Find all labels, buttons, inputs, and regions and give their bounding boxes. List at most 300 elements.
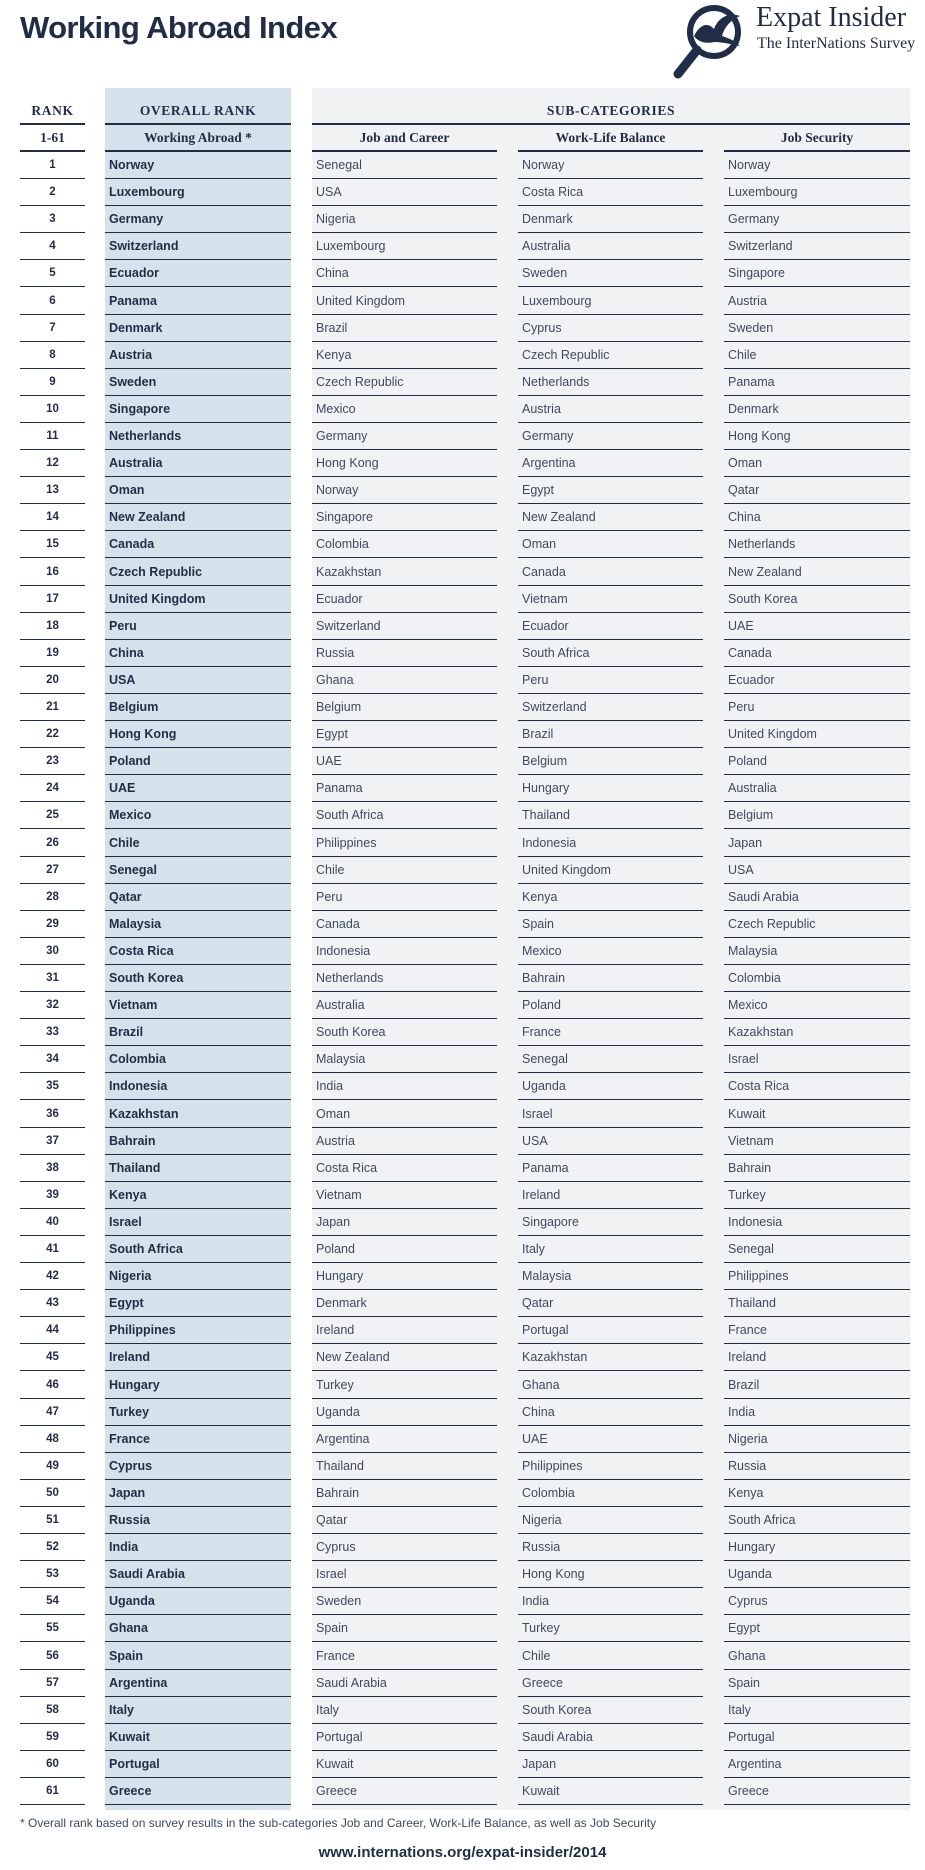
job-security-cell: Ghana bbox=[724, 1643, 910, 1670]
table-row bbox=[0, 640, 925, 667]
rank-cell: 28 bbox=[20, 884, 85, 911]
table-row bbox=[0, 315, 925, 342]
job-security-cell: South Africa bbox=[724, 1507, 910, 1534]
job-security-cell: Kazakhstan bbox=[724, 1019, 910, 1046]
rank-cell: 44 bbox=[20, 1317, 85, 1344]
table-row bbox=[0, 1534, 925, 1561]
rank-cell: 1 bbox=[20, 152, 85, 179]
job-career-cell: Thailand bbox=[312, 1453, 497, 1480]
rank-cell: 12 bbox=[20, 450, 85, 477]
work-life-balance-cell: Japan bbox=[518, 1751, 703, 1778]
work-life-balance-cell: Mexico bbox=[518, 938, 703, 965]
table-row bbox=[0, 586, 925, 613]
job-career-header: Job and Career bbox=[359, 130, 450, 145]
job-security-cell: Chile bbox=[724, 342, 910, 369]
job-security-cell: Germany bbox=[724, 206, 910, 233]
table-row bbox=[0, 1019, 925, 1046]
overall-rank-cell: Denmark bbox=[105, 315, 291, 342]
job-security-cell: Vietnam bbox=[724, 1128, 910, 1155]
overall-rank-cell: Vietnam bbox=[105, 992, 291, 1019]
overall-rank-cell: Australia bbox=[105, 450, 291, 477]
rank-cell: 42 bbox=[20, 1263, 85, 1290]
table-row bbox=[0, 450, 925, 477]
overall-rank-cell: South Africa bbox=[105, 1236, 291, 1263]
table-row bbox=[0, 775, 925, 802]
job-security-cell: Greece bbox=[724, 1778, 910, 1805]
rank-cell: 32 bbox=[20, 992, 85, 1019]
table-row bbox=[0, 857, 925, 884]
rank-cell: 40 bbox=[20, 1209, 85, 1236]
table-row bbox=[0, 1290, 925, 1317]
work-life-balance-cell: Oman bbox=[518, 531, 703, 558]
work-life-balance-cell: Switzerland bbox=[518, 694, 703, 721]
job-career-cell: Ecuador bbox=[312, 586, 497, 613]
job-security-cell: New Zealand bbox=[724, 559, 910, 586]
overall-rank-cell: Philippines bbox=[105, 1317, 291, 1344]
overall-rank-cell: Switzerland bbox=[105, 233, 291, 260]
table-row bbox=[0, 1209, 925, 1236]
table-row bbox=[0, 1236, 925, 1263]
overall-rank-cell: Brazil bbox=[105, 1019, 291, 1046]
job-career-cell: Qatar bbox=[312, 1507, 497, 1534]
job-career-cell: Philippines bbox=[312, 830, 497, 857]
overall-rank-cell: Chile bbox=[105, 830, 291, 857]
rank-cell: 17 bbox=[20, 586, 85, 613]
job-security-cell: Kuwait bbox=[724, 1101, 910, 1128]
table-row bbox=[0, 1480, 925, 1507]
table-row bbox=[0, 938, 925, 965]
job-security-cell: Philippines bbox=[724, 1263, 910, 1290]
work-life-balance-cell: United Kingdom bbox=[518, 857, 703, 884]
job-security-cell: Panama bbox=[724, 369, 910, 396]
rank-cell: 58 bbox=[20, 1697, 85, 1724]
overall-rank-cell: Singapore bbox=[105, 396, 291, 423]
overall-rank-cell: Netherlands bbox=[105, 423, 291, 450]
overall-rank-cell: Sweden bbox=[105, 369, 291, 396]
job-security-cell: Colombia bbox=[724, 965, 910, 992]
work-life-balance-cell: Kazakhstan bbox=[518, 1344, 703, 1371]
job-career-cell: Nigeria bbox=[312, 206, 497, 233]
work-life-balance-cell: Senegal bbox=[518, 1046, 703, 1073]
job-security-cell: Portugal bbox=[724, 1724, 910, 1751]
rank-cell: 10 bbox=[20, 396, 85, 423]
table-row bbox=[0, 1263, 925, 1290]
table-row bbox=[0, 1155, 925, 1182]
table-row bbox=[0, 1101, 925, 1128]
table-row bbox=[0, 1399, 925, 1426]
rank-cell: 11 bbox=[20, 423, 85, 450]
work-life-balance-cell: Saudi Arabia bbox=[518, 1724, 703, 1751]
table-row bbox=[0, 1615, 925, 1642]
work-life-balance-cell: Philippines bbox=[518, 1453, 703, 1480]
job-career-cell: Japan bbox=[312, 1209, 497, 1236]
job-career-cell: Germany bbox=[312, 423, 497, 450]
rank-cell: 57 bbox=[20, 1670, 85, 1697]
table-row bbox=[0, 1317, 925, 1344]
overall-rank-cell: Thailand bbox=[105, 1155, 291, 1182]
job-security-cell: China bbox=[724, 504, 910, 531]
table-row bbox=[0, 477, 925, 504]
job-security-cell: Singapore bbox=[724, 260, 910, 287]
table-row bbox=[0, 1724, 925, 1751]
table-row bbox=[0, 423, 925, 450]
rank-cell: 48 bbox=[20, 1426, 85, 1453]
job-career-cell: Ghana bbox=[312, 667, 497, 694]
job-security-cell: Netherlands bbox=[724, 531, 910, 558]
job-career-cell: Spain bbox=[312, 1615, 497, 1642]
job-security-cell: India bbox=[724, 1399, 910, 1426]
work-life-balance-cell: Norway bbox=[518, 152, 703, 179]
job-career-cell: Mexico bbox=[312, 396, 497, 423]
rank-cell: 15 bbox=[20, 531, 85, 558]
rank-header-rule bbox=[20, 123, 85, 125]
work-life-balance-cell: Indonesia bbox=[518, 830, 703, 857]
rank-cell: 21 bbox=[20, 694, 85, 721]
work-life-balance-cell: Spain bbox=[518, 911, 703, 938]
job-security-cell: Kenya bbox=[724, 1480, 910, 1507]
rank-cell: 22 bbox=[20, 721, 85, 748]
table-row bbox=[0, 1046, 925, 1073]
overall-rank-cell: Greece bbox=[105, 1778, 291, 1805]
overall-rank-cell: India bbox=[105, 1534, 291, 1561]
rank-cell: 6 bbox=[20, 288, 85, 315]
work-life-balance-cell: Denmark bbox=[518, 206, 703, 233]
overall-rank-cell: Nigeria bbox=[105, 1263, 291, 1290]
job-career-cell: Poland bbox=[312, 1236, 497, 1263]
overall-rank-cell: France bbox=[105, 1426, 291, 1453]
work-life-balance-cell: Ghana bbox=[518, 1372, 703, 1399]
overall-rank-cell: Kazakhstan bbox=[105, 1101, 291, 1128]
work-life-balance-cell: Argentina bbox=[518, 450, 703, 477]
rank-cell: 25 bbox=[20, 802, 85, 829]
work-life-balance-cell: USA bbox=[518, 1128, 703, 1155]
job-security-cell: Japan bbox=[724, 830, 910, 857]
overall-rank-cell: Indonesia bbox=[105, 1073, 291, 1100]
rank-cell: 43 bbox=[20, 1290, 85, 1317]
rank-cell: 2 bbox=[20, 179, 85, 206]
work-life-balance-cell: France bbox=[518, 1019, 703, 1046]
overall-rank-cell: Hungary bbox=[105, 1372, 291, 1399]
rank-cell: 50 bbox=[20, 1480, 85, 1507]
rank-cell: 31 bbox=[20, 965, 85, 992]
rank-cell: 24 bbox=[20, 775, 85, 802]
work-life-balance-cell: Netherlands bbox=[518, 369, 703, 396]
job-career-cell: Switzerland bbox=[312, 613, 497, 640]
job-career-cell: Netherlands bbox=[312, 965, 497, 992]
job-security-cell: Switzerland bbox=[724, 233, 910, 260]
work-life-balance-cell: Vietnam bbox=[518, 586, 703, 613]
subcategories-header: SUB-CATEGORIES bbox=[546, 103, 676, 118]
rank-cell: 56 bbox=[20, 1643, 85, 1670]
overall-rank-cell: Czech Republic bbox=[105, 559, 291, 586]
work-life-balance-cell: South Africa bbox=[518, 640, 703, 667]
work-life-balance-cell: South Korea bbox=[518, 1697, 703, 1724]
job-career-cell: Malaysia bbox=[312, 1046, 497, 1073]
table-row bbox=[0, 830, 925, 857]
table-row bbox=[0, 531, 925, 558]
overall-rank-cell: Portugal bbox=[105, 1751, 291, 1778]
rank-cell: 41 bbox=[20, 1236, 85, 1263]
table-row bbox=[0, 694, 925, 721]
overall-rank-cell: Peru bbox=[105, 613, 291, 640]
job-career-cell: Panama bbox=[312, 775, 497, 802]
rank-cell: 14 bbox=[20, 504, 85, 531]
rank-cell: 38 bbox=[20, 1155, 85, 1182]
work-life-balance-cell: Panama bbox=[518, 1155, 703, 1182]
job-security-cell: Senegal bbox=[724, 1236, 910, 1263]
rank-header: RANK bbox=[31, 103, 74, 118]
logo-subtitle: The InterNations Survey bbox=[757, 35, 916, 52]
job-career-cell: Hong Kong bbox=[312, 450, 497, 477]
work-life-balance-cell: Hungary bbox=[518, 775, 703, 802]
job-career-cell: USA bbox=[312, 179, 497, 206]
job-security-cell: Malaysia bbox=[724, 938, 910, 965]
overall-rank-cell: United Kingdom bbox=[105, 586, 291, 613]
job-career-cell: South Africa bbox=[312, 802, 497, 829]
job-security-cell: Turkey bbox=[724, 1182, 910, 1209]
rank-cell: 29 bbox=[20, 911, 85, 938]
job-career-cell: UAE bbox=[312, 748, 497, 775]
job-career-cell: Hungary bbox=[312, 1263, 497, 1290]
overall-rank-cell: Oman bbox=[105, 477, 291, 504]
job-career-cell: Argentina bbox=[312, 1426, 497, 1453]
rank-cell: 46 bbox=[20, 1372, 85, 1399]
overall-rank-cell: Norway bbox=[105, 152, 291, 179]
work-life-balance-cell: Uganda bbox=[518, 1073, 703, 1100]
footnote: * Overall rank based on survey results in the sub-categories Job and Career, Work-Life Balance, as well as Job Security bbox=[20, 1816, 657, 1830]
overall-rank-cell: Kuwait bbox=[105, 1724, 291, 1751]
rank-range-header: 1-61 bbox=[40, 130, 65, 145]
work-life-balance-cell: Kuwait bbox=[518, 1778, 703, 1805]
work-life-balance-cell: Israel bbox=[518, 1101, 703, 1128]
work-life-balance-cell: Australia bbox=[518, 233, 703, 260]
job-security-cell: USA bbox=[724, 857, 910, 884]
job-security-cell: France bbox=[724, 1317, 910, 1344]
job-security-cell: Brazil bbox=[724, 1372, 910, 1399]
rank-cell: 53 bbox=[20, 1561, 85, 1588]
overall-rank-cell: Colombia bbox=[105, 1046, 291, 1073]
job-career-cell: Senegal bbox=[312, 152, 497, 179]
table-row bbox=[0, 504, 925, 531]
job-career-cell: Australia bbox=[312, 992, 497, 1019]
overall-rank-cell: Kenya bbox=[105, 1182, 291, 1209]
overall-rank-cell: Spain bbox=[105, 1643, 291, 1670]
rank-cell: 18 bbox=[20, 613, 85, 640]
rank-cell: 45 bbox=[20, 1344, 85, 1371]
job-career-cell: Ireland bbox=[312, 1317, 497, 1344]
job-security-cell: Spain bbox=[724, 1670, 910, 1697]
rank-cell: 8 bbox=[20, 342, 85, 369]
table-row bbox=[0, 179, 925, 206]
job-security-cell: Norway bbox=[724, 152, 910, 179]
rank-cell: 35 bbox=[20, 1073, 85, 1100]
work-life-balance-cell: Thailand bbox=[518, 802, 703, 829]
table-row bbox=[0, 802, 925, 829]
rank-cell: 36 bbox=[20, 1101, 85, 1128]
work-life-balance-cell: Russia bbox=[518, 1534, 703, 1561]
table-row bbox=[0, 1128, 925, 1155]
job-security-cell: Hungary bbox=[724, 1534, 910, 1561]
subcategories-header-rule bbox=[312, 123, 910, 125]
job-security-cell: Uganda bbox=[724, 1561, 910, 1588]
job-security-cell: Denmark bbox=[724, 396, 910, 423]
overall-rank-cell: Belgium bbox=[105, 694, 291, 721]
job-security-cell: Mexico bbox=[724, 992, 910, 1019]
job-career-cell: Egypt bbox=[312, 721, 497, 748]
table-row bbox=[0, 884, 925, 911]
work-life-balance-cell: Germany bbox=[518, 423, 703, 450]
work-life-balance-cell: Turkey bbox=[518, 1615, 703, 1642]
job-security-cell: Costa Rica bbox=[724, 1073, 910, 1100]
job-career-cell: Norway bbox=[312, 477, 497, 504]
rank-cell: 26 bbox=[20, 830, 85, 857]
job-career-cell: Luxembourg bbox=[312, 233, 497, 260]
work-life-balance-cell: Belgium bbox=[518, 748, 703, 775]
table-row bbox=[0, 396, 925, 423]
job-career-cell: United Kingdom bbox=[312, 288, 497, 315]
table-row bbox=[0, 613, 925, 640]
rank-cell: 19 bbox=[20, 640, 85, 667]
work-life-balance-cell: India bbox=[518, 1588, 703, 1615]
overall-rank-cell: Cyprus bbox=[105, 1453, 291, 1480]
table-row bbox=[0, 911, 925, 938]
overall-rank-cell: Saudi Arabia bbox=[105, 1561, 291, 1588]
overall-rank-cell: South Korea bbox=[105, 965, 291, 992]
work-life-balance-cell: Italy bbox=[518, 1236, 703, 1263]
work-life-balance-cell: Chile bbox=[518, 1643, 703, 1670]
table-row bbox=[0, 965, 925, 992]
job-career-cell: India bbox=[312, 1073, 497, 1100]
overall-rank-cell: Italy bbox=[105, 1697, 291, 1724]
rank-cell: 47 bbox=[20, 1399, 85, 1426]
rank-cell: 54 bbox=[20, 1588, 85, 1615]
overall-rank-header: OVERALL RANK bbox=[139, 103, 257, 118]
logo-name: Expat Insider bbox=[756, 2, 907, 33]
rank-cell: 49 bbox=[20, 1453, 85, 1480]
job-career-cell: Italy bbox=[312, 1697, 497, 1724]
job-security-header: Job Security bbox=[780, 130, 854, 145]
job-security-cell: Qatar bbox=[724, 477, 910, 504]
job-security-cell: Russia bbox=[724, 1453, 910, 1480]
rank-cell: 52 bbox=[20, 1534, 85, 1561]
job-security-cell: Czech Republic bbox=[724, 911, 910, 938]
overall-rank-cell: Israel bbox=[105, 1209, 291, 1236]
job-security-cell: Peru bbox=[724, 694, 910, 721]
job-career-cell: Czech Republic bbox=[312, 369, 497, 396]
work-life-balance-cell: Portugal bbox=[518, 1317, 703, 1344]
job-security-cell: Australia bbox=[724, 775, 910, 802]
work-life-balance-cell: Canada bbox=[518, 559, 703, 586]
job-career-cell: Costa Rica bbox=[312, 1155, 497, 1182]
overall-rank-cell: Poland bbox=[105, 748, 291, 775]
rank-cell: 34 bbox=[20, 1046, 85, 1073]
job-career-cell: Chile bbox=[312, 857, 497, 884]
overall-rank-cell: Bahrain bbox=[105, 1128, 291, 1155]
work-life-balance-cell: Ecuador bbox=[518, 613, 703, 640]
overall-rank-cell: Austria bbox=[105, 342, 291, 369]
rank-cell: 55 bbox=[20, 1615, 85, 1642]
job-career-cell: Greece bbox=[312, 1778, 497, 1805]
overall-rank-cell: Russia bbox=[105, 1507, 291, 1534]
rank-cell: 4 bbox=[20, 233, 85, 260]
expat-insider-logo bbox=[670, 2, 920, 82]
magnifier-bird-icon bbox=[670, 2, 756, 82]
job-security-cell: Indonesia bbox=[724, 1209, 910, 1236]
rank-cell: 37 bbox=[20, 1128, 85, 1155]
work-life-balance-cell: Luxembourg bbox=[518, 288, 703, 315]
page-title: Working Abroad Index bbox=[20, 10, 337, 45]
table-row bbox=[0, 1182, 925, 1209]
job-career-cell: Colombia bbox=[312, 531, 497, 558]
rank-cell: 9 bbox=[20, 369, 85, 396]
job-career-cell: South Korea bbox=[312, 1019, 497, 1046]
work-life-balance-cell: Czech Republic bbox=[518, 342, 703, 369]
job-career-cell: Israel bbox=[312, 1561, 497, 1588]
job-security-cell: Thailand bbox=[724, 1290, 910, 1317]
table-row bbox=[0, 1697, 925, 1724]
source-url[interactable]: www.internations.org/expat-insider/2014 bbox=[318, 1844, 607, 1861]
table-row bbox=[0, 1643, 925, 1670]
overall-rank-cell: Turkey bbox=[105, 1399, 291, 1426]
job-career-cell: Saudi Arabia bbox=[312, 1670, 497, 1697]
job-career-cell: Indonesia bbox=[312, 938, 497, 965]
job-career-cell: Oman bbox=[312, 1101, 497, 1128]
job-career-cell: Sweden bbox=[312, 1588, 497, 1615]
overall-rank-cell: New Zealand bbox=[105, 504, 291, 531]
rank-cell: 59 bbox=[20, 1724, 85, 1751]
table-row bbox=[0, 1778, 925, 1805]
work-life-balance-cell: Brazil bbox=[518, 721, 703, 748]
work-life-balance-cell: Austria bbox=[518, 396, 703, 423]
table-row bbox=[0, 260, 925, 287]
table-row bbox=[0, 369, 925, 396]
table-row bbox=[0, 342, 925, 369]
job-career-cell: Austria bbox=[312, 1128, 497, 1155]
table-row bbox=[0, 721, 925, 748]
work-life-balance-cell: Qatar bbox=[518, 1290, 703, 1317]
overall-rank-cell: USA bbox=[105, 667, 291, 694]
table-row bbox=[0, 667, 925, 694]
job-security-cell: Luxembourg bbox=[724, 179, 910, 206]
job-security-cell: Saudi Arabia bbox=[724, 884, 910, 911]
rank-cell: 3 bbox=[20, 206, 85, 233]
table-row bbox=[0, 1372, 925, 1399]
job-career-cell: China bbox=[312, 260, 497, 287]
job-career-cell: Belgium bbox=[312, 694, 497, 721]
job-career-cell: Vietnam bbox=[312, 1182, 497, 1209]
overall-rank-cell: Costa Rica bbox=[105, 938, 291, 965]
table-row bbox=[0, 1507, 925, 1534]
job-career-cell: Cyprus bbox=[312, 1534, 497, 1561]
job-career-cell: Portugal bbox=[312, 1724, 497, 1751]
job-security-cell: Italy bbox=[724, 1697, 910, 1724]
working-abroad-header: Working Abroad * bbox=[144, 130, 252, 145]
overall-rank-cell: Senegal bbox=[105, 857, 291, 884]
rank-cell: 23 bbox=[20, 748, 85, 775]
overall-rank-cell: Malaysia bbox=[105, 911, 291, 938]
work-life-balance-cell: Sweden bbox=[518, 260, 703, 287]
overall-rank-cell: Germany bbox=[105, 206, 291, 233]
rank-cell: 39 bbox=[20, 1182, 85, 1209]
work-life-balance-cell: Ireland bbox=[518, 1182, 703, 1209]
job-security-cell: Egypt bbox=[724, 1615, 910, 1642]
work-life-balance-header: Work-Life Balance bbox=[555, 130, 666, 145]
job-career-cell: Kazakhstan bbox=[312, 559, 497, 586]
rank-cell: 5 bbox=[20, 260, 85, 287]
job-career-cell: Canada bbox=[312, 911, 497, 938]
job-career-cell: Singapore bbox=[312, 504, 497, 531]
job-security-cell: Belgium bbox=[724, 802, 910, 829]
